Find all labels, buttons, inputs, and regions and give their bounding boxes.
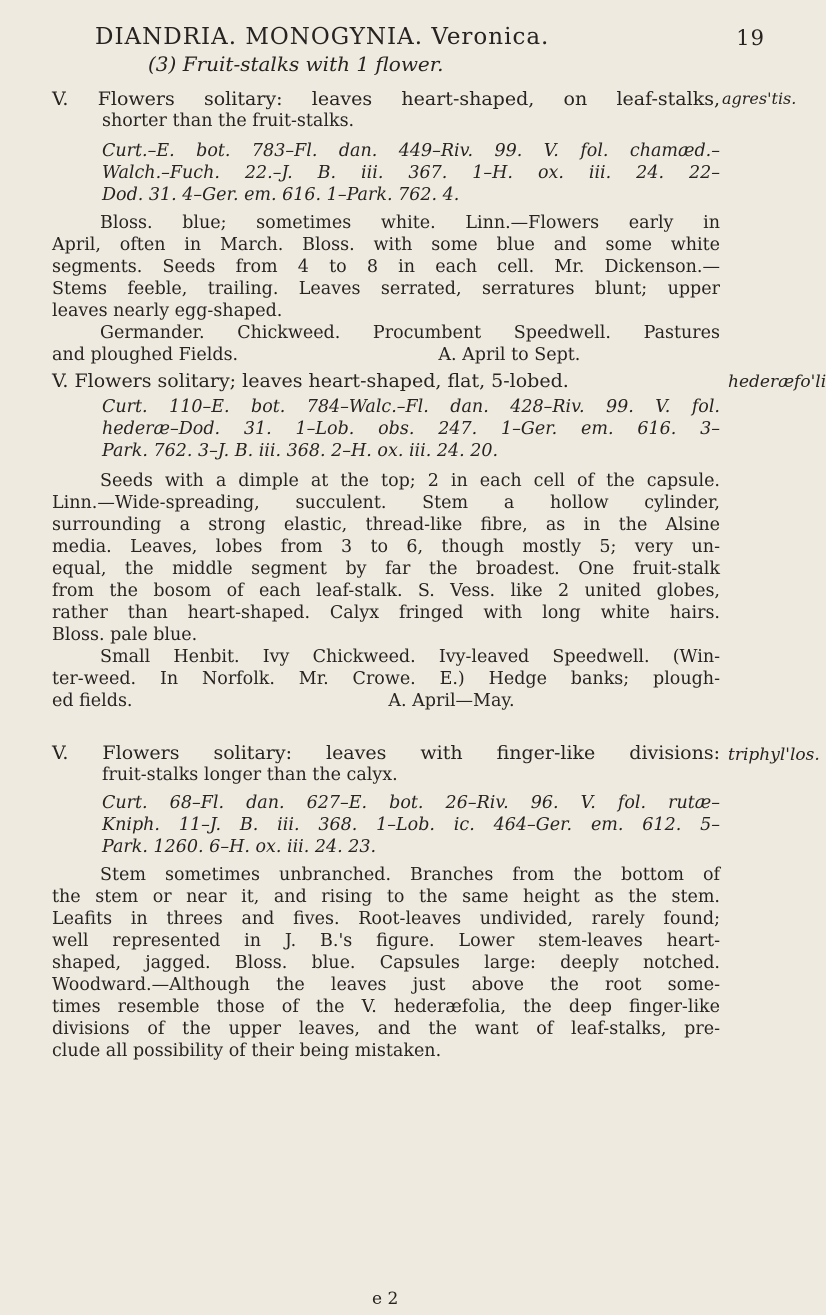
entry-line: shorter than the fruit-stalks. xyxy=(102,111,355,131)
entry-line: divisions of the upper leaves, and the want of leaf-stalks, pre- xyxy=(52,1019,720,1039)
entry-line: Linn.—Wide-spreading, succulent. Stem a hollow cylinder, xyxy=(52,493,720,513)
entry-line: Kniph. 11–J. B. iii. 368. 1–Lob. ic. 464–Ger. em. 612. 5– xyxy=(102,815,720,835)
entry-line: hederæ–Dod. 31. 1–Lob. obs. 247. 1–Ger. em. 616. 3– xyxy=(102,419,720,439)
margin-note-triphyllos: triphyl'los. xyxy=(728,745,820,765)
entry-line: surrounding a strong elastic, thread-like fibre, as in the Alsine xyxy=(52,515,720,535)
entry-line: rather than heart-shaped. Calyx fringed with long white hairs. xyxy=(52,603,720,623)
entry-line: times resemble those of the V. hederæfolia, the deep finger-like xyxy=(52,997,720,1017)
entry-line: ed fields. A. April—May. xyxy=(52,691,515,711)
entry-line: Park. 762. 3–J. B. iii. 368. 2–H. ox. iii. 24. 20. xyxy=(102,441,499,461)
margin-note-agrestis: agres'tis. xyxy=(722,89,797,108)
entry-triphyllos xyxy=(52,742,720,1062)
entry-line: Bloss. blue; sometimes white. Linn.—Flowers early in xyxy=(100,213,720,233)
entry-line: from the bosom of each leaf-stalk. S. Vess. like 2 united globes, xyxy=(52,581,720,601)
entry-line: Seeds with a dimple at the top; 2 in each cell of the capsule. xyxy=(100,471,720,491)
entry-line: clude all possibility of their being mistaken. xyxy=(52,1041,442,1061)
entry-line: V. Flowers solitary: leaves with finger-like divisions: xyxy=(52,742,720,764)
entry-line: shaped, jagged. Bloss. blue. Capsules large: deeply notched. xyxy=(52,953,720,973)
entry-line: Curt. 68–Fl. dan. 627–E. bot. 26–Riv. 96. V. fol. rutæ– xyxy=(102,793,720,813)
entry-line: Walch.–Fuch. 22.–J. B. iii. 367. 1–H. ox. iii. 24. 22– xyxy=(102,163,720,183)
entry-hederaefolia xyxy=(52,370,720,712)
entry-agrestis xyxy=(52,88,720,366)
entry-line: Curt. 110–E. bot. 784–Walc.–Fl. dan. 428–Riv. 99. V. fol. xyxy=(102,397,720,417)
entry-line: Stems feeble, trailing. Leaves serrated, serratures blunt; upper xyxy=(52,279,720,299)
entry-line: Dod. 31. 4–Ger. em. 616. 1–Park. 762. 4. xyxy=(102,185,460,205)
entry-line: April, often in March. Bloss. with some blue and some white xyxy=(52,235,720,255)
entry-line: equal, the middle segment by far the broadest. One fruit-stalk xyxy=(52,559,720,579)
entry-line: Leafits in threes and fives. Root-leaves undivided, rarely found; xyxy=(52,909,720,929)
entry-line: V. Flowers solitary: leaves heart-shaped, on leaf-stalks, xyxy=(52,88,720,110)
running-title: DIANDRIA. MONOGYNIA. Veronica. xyxy=(95,24,550,50)
entry-line: fruit-stalks longer than the calyx. xyxy=(102,765,398,785)
margin-note-hederaefolia: hederæfo'li xyxy=(728,372,826,392)
page-number: 19 xyxy=(736,26,765,50)
entry-line: media. Leaves, lobes from 3 to 6, though mostly 5; very un- xyxy=(52,537,720,557)
entry-line: the stem or near it, and rising to the same height as the stem. xyxy=(52,887,720,907)
entry-line: leaves nearly egg-shaped. xyxy=(52,301,283,321)
entry-line: Small Henbit. Ivy Chickweed. Ivy-leaved Speedwell. (Win- xyxy=(100,647,720,667)
running-header xyxy=(95,20,785,56)
entry-line: Germander. Chickweed. Procumbent Speedwell. Pastures xyxy=(100,323,720,343)
entry-line: segments. Seeds from 4 to 8 in each cell. Mr. Dickenson.— xyxy=(52,257,720,277)
entry-line: Stem sometimes unbranched. Branches from the bottom of xyxy=(100,865,720,885)
entry-line: well represented in J. B.'s figure. Lower stem-leaves heart- xyxy=(52,931,720,951)
entry-line: ter-weed. In Norfolk. Mr. Crowe. E.) Hedge banks; plough- xyxy=(52,669,720,689)
entry-line: Curt.–E. bot. 783–Fl. dan. 449–Riv. 99. V. fol. chamæd.– xyxy=(102,141,720,161)
section-subheading: (3) Fruit-stalks with 1 flower. xyxy=(148,52,444,76)
signature-mark: e 2 xyxy=(372,1289,399,1309)
entry-line: Bloss. pale blue. xyxy=(52,625,198,645)
entry-line: Woodward.—Although the leaves just above the root some- xyxy=(52,975,720,995)
entry-line: Park. 1260. 6–H. ox. iii. 24. 23. xyxy=(102,837,377,857)
entry-line: V. Flowers solitary; leaves heart-shaped, flat, 5-lobed. xyxy=(52,370,569,392)
entry-line: and ploughed Fields. A. April to Sept. xyxy=(52,345,581,365)
